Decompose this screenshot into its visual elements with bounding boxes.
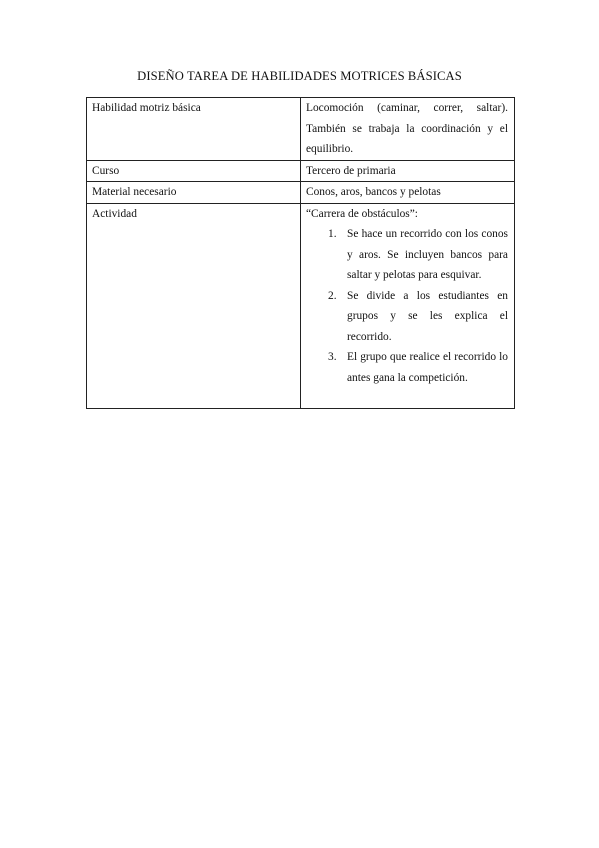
list-item-number: 3. bbox=[328, 351, 337, 363]
table-row bbox=[87, 160, 515, 182]
list-item-number: 2. bbox=[328, 289, 337, 302]
row-label-skill: Habilidad motriz básica bbox=[87, 98, 301, 161]
document-title: DISEÑO TAREA DE HABILIDADES MOTRICES BÁSICAS bbox=[137, 69, 462, 83]
list-item bbox=[328, 286, 508, 348]
row-value-material: Conos, aros, bancos y pelotas bbox=[301, 182, 515, 204]
table-row bbox=[87, 203, 515, 409]
list-item-number: 1. bbox=[328, 228, 337, 240]
activity-intro: “Carrera de obstáculos”: bbox=[306, 207, 418, 220]
row-value-skill: Locomoción (caminar, correr, saltar). También se trabaja la coordinación y el equilibrio. bbox=[301, 98, 515, 161]
row-label-activity: Actividad bbox=[87, 203, 301, 409]
list-item bbox=[328, 347, 508, 388]
row-label-material: Material necesario bbox=[87, 182, 301, 204]
row-value-course: Tercero de primaria bbox=[301, 160, 515, 182]
list-item-text: Se divide a los estudiantes en grupos y se les explica el recorrido. bbox=[347, 289, 508, 343]
list-item bbox=[328, 224, 508, 286]
task-design-table bbox=[86, 97, 515, 409]
cell-bottom-spacer bbox=[306, 388, 508, 408]
table-row bbox=[87, 182, 515, 204]
table-row bbox=[87, 98, 515, 161]
list-item-text: El grupo que realice el recorrido lo antes gana la competición. bbox=[347, 351, 508, 384]
list-item-text: Se hace un recorrido con los conos y aros. Se incluyen bancos para saltar y pelotas para esquivar. bbox=[347, 228, 508, 281]
activity-steps-list bbox=[306, 224, 508, 388]
row-label-course: Curso bbox=[87, 160, 301, 182]
row-value-activity bbox=[301, 203, 515, 409]
